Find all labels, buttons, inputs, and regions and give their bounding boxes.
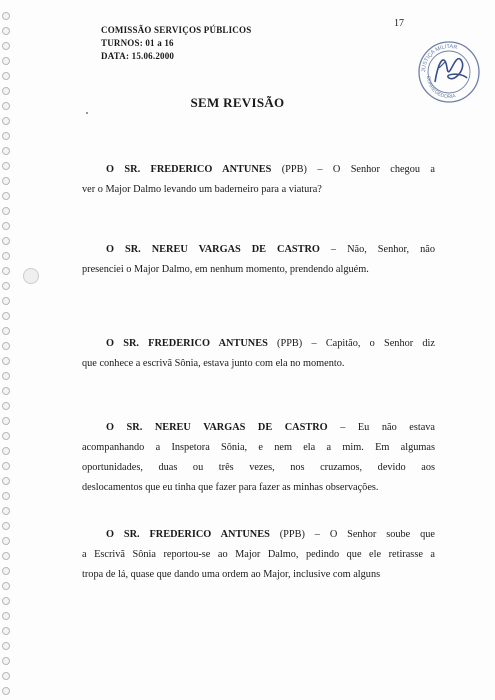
binder-hole (2, 567, 10, 575)
header-turns: TURNOS: 01 a 16 (101, 38, 174, 48)
speaker-name: O SR. NEREU VARGAS DE CASTRO (106, 422, 328, 433)
speaker-party: (PPB) – (271, 164, 333, 175)
binder-hole (2, 147, 10, 155)
binder-hole (2, 612, 10, 620)
speech-text: Capitão, o Senhor diz (325, 338, 435, 349)
paragraph-line: ver o Major Dalmo levando um baderneiro para a viatura? (82, 184, 322, 195)
binder-hole (2, 507, 10, 515)
binder-hole (2, 582, 10, 590)
binder-hole (2, 192, 10, 200)
binder-hole (2, 402, 10, 410)
binder-hole (2, 132, 10, 140)
binder-hole (2, 687, 10, 695)
binder-hole (2, 177, 10, 185)
punch-ring (23, 268, 39, 284)
binder-hole (2, 552, 10, 560)
binder-hole (2, 42, 10, 50)
binder-hole (2, 117, 10, 125)
binder-hole (2, 492, 10, 500)
header-commission: COMISSÃO SERVIÇOS PÚBLICOS (101, 25, 252, 35)
binder-hole (2, 447, 10, 455)
binder-hole (2, 657, 10, 665)
speaker-name: O SR. FREDERICO ANTUNES (106, 164, 272, 175)
svg-text:CORREGEDORIA: CORREGEDORIA (424, 75, 457, 101)
speaker-name: O SR. FREDERICO ANTUNES (106, 529, 270, 540)
paragraph-line: acompanhando a Inspetora Sônia, e nem ela a mim. Em algumas (82, 442, 435, 453)
speaker-name: O SR. NEREU VARGAS DE CASTRO (106, 244, 320, 255)
ink-speck (86, 112, 88, 114)
paragraph-line: presenciei o Major Dalmo, em nenhum momento, prendendo alguém. (82, 264, 369, 275)
document-title: SEM REVISÃO (190, 95, 285, 110)
svg-text:JUSTIÇA MILITAR: JUSTIÇA MILITAR (420, 43, 458, 73)
page-number: 17 (394, 18, 404, 29)
binder-hole (2, 462, 10, 470)
binder-hole (2, 12, 10, 20)
speech-text: Não, Senhor, não (347, 244, 435, 255)
binder-hole (2, 417, 10, 425)
binder-hole (2, 672, 10, 680)
binder-hole (2, 237, 10, 245)
binder-hole (2, 357, 10, 365)
binder-hole (2, 477, 10, 485)
binder-hole (2, 252, 10, 260)
binder-hole (2, 522, 10, 530)
binder-hole (2, 372, 10, 380)
binder-hole (2, 642, 10, 650)
binder-hole (2, 207, 10, 215)
paragraph-line (82, 418, 435, 438)
speaker-name: O SR. FREDERICO ANTUNES (106, 338, 268, 349)
paragraph-line: oportunidades, duas ou três vezes, nos cruzamos, devido aos (82, 462, 435, 473)
transcript-paragraph (82, 525, 435, 585)
paragraph-line (82, 334, 435, 354)
binder-hole (2, 387, 10, 395)
transcript-paragraph (82, 160, 435, 200)
document-header (101, 24, 251, 63)
transcript-paragraph (82, 418, 435, 498)
header-date: DATA: 15.06.2000 (101, 51, 175, 61)
speech-text: O Senhor chegou a (332, 164, 435, 175)
binder-hole (2, 342, 10, 350)
transcript-paragraph (82, 240, 435, 280)
speaker-party: – (319, 244, 348, 255)
paragraph-line (82, 525, 435, 545)
transcript-paragraph (82, 334, 435, 374)
binder-hole (2, 87, 10, 95)
speech-text: O Senhor soube que (329, 529, 435, 540)
binder-hole (2, 222, 10, 230)
binder-hole (2, 267, 10, 275)
binder-hole (2, 627, 10, 635)
paragraph-line: a Escrivã Sônia reportou-se ao Major Dalmo, pedindo que ele retirasse a (82, 549, 435, 560)
paragraph-line (82, 240, 435, 260)
paragraph-line (82, 160, 435, 180)
binder-hole (2, 312, 10, 320)
binder-hole (2, 297, 10, 305)
speech-text: Eu não estava (357, 422, 435, 433)
speaker-party: (PPB) – (269, 529, 330, 540)
binder-hole (2, 327, 10, 335)
binder-hole (2, 537, 10, 545)
speaker-party: – (327, 422, 358, 433)
binder-hole (2, 432, 10, 440)
paragraph-line: que conhece a escrivã Sônia, estava junto com ela no momento. (82, 358, 345, 369)
binder-hole (2, 27, 10, 35)
binder-hole (2, 282, 10, 290)
binder-hole (2, 162, 10, 170)
paragraph-line: deslocamentos que eu tinha que fazer para fazer as minhas observações. (82, 482, 379, 493)
binder-hole (2, 57, 10, 65)
binder-hole (2, 597, 10, 605)
binder-hole (2, 72, 10, 80)
speaker-party: (PPB) – (267, 338, 326, 349)
paragraph-line: tropa de lá, quase que dando uma ordem ao Major, inclusive com alguns (82, 569, 381, 580)
